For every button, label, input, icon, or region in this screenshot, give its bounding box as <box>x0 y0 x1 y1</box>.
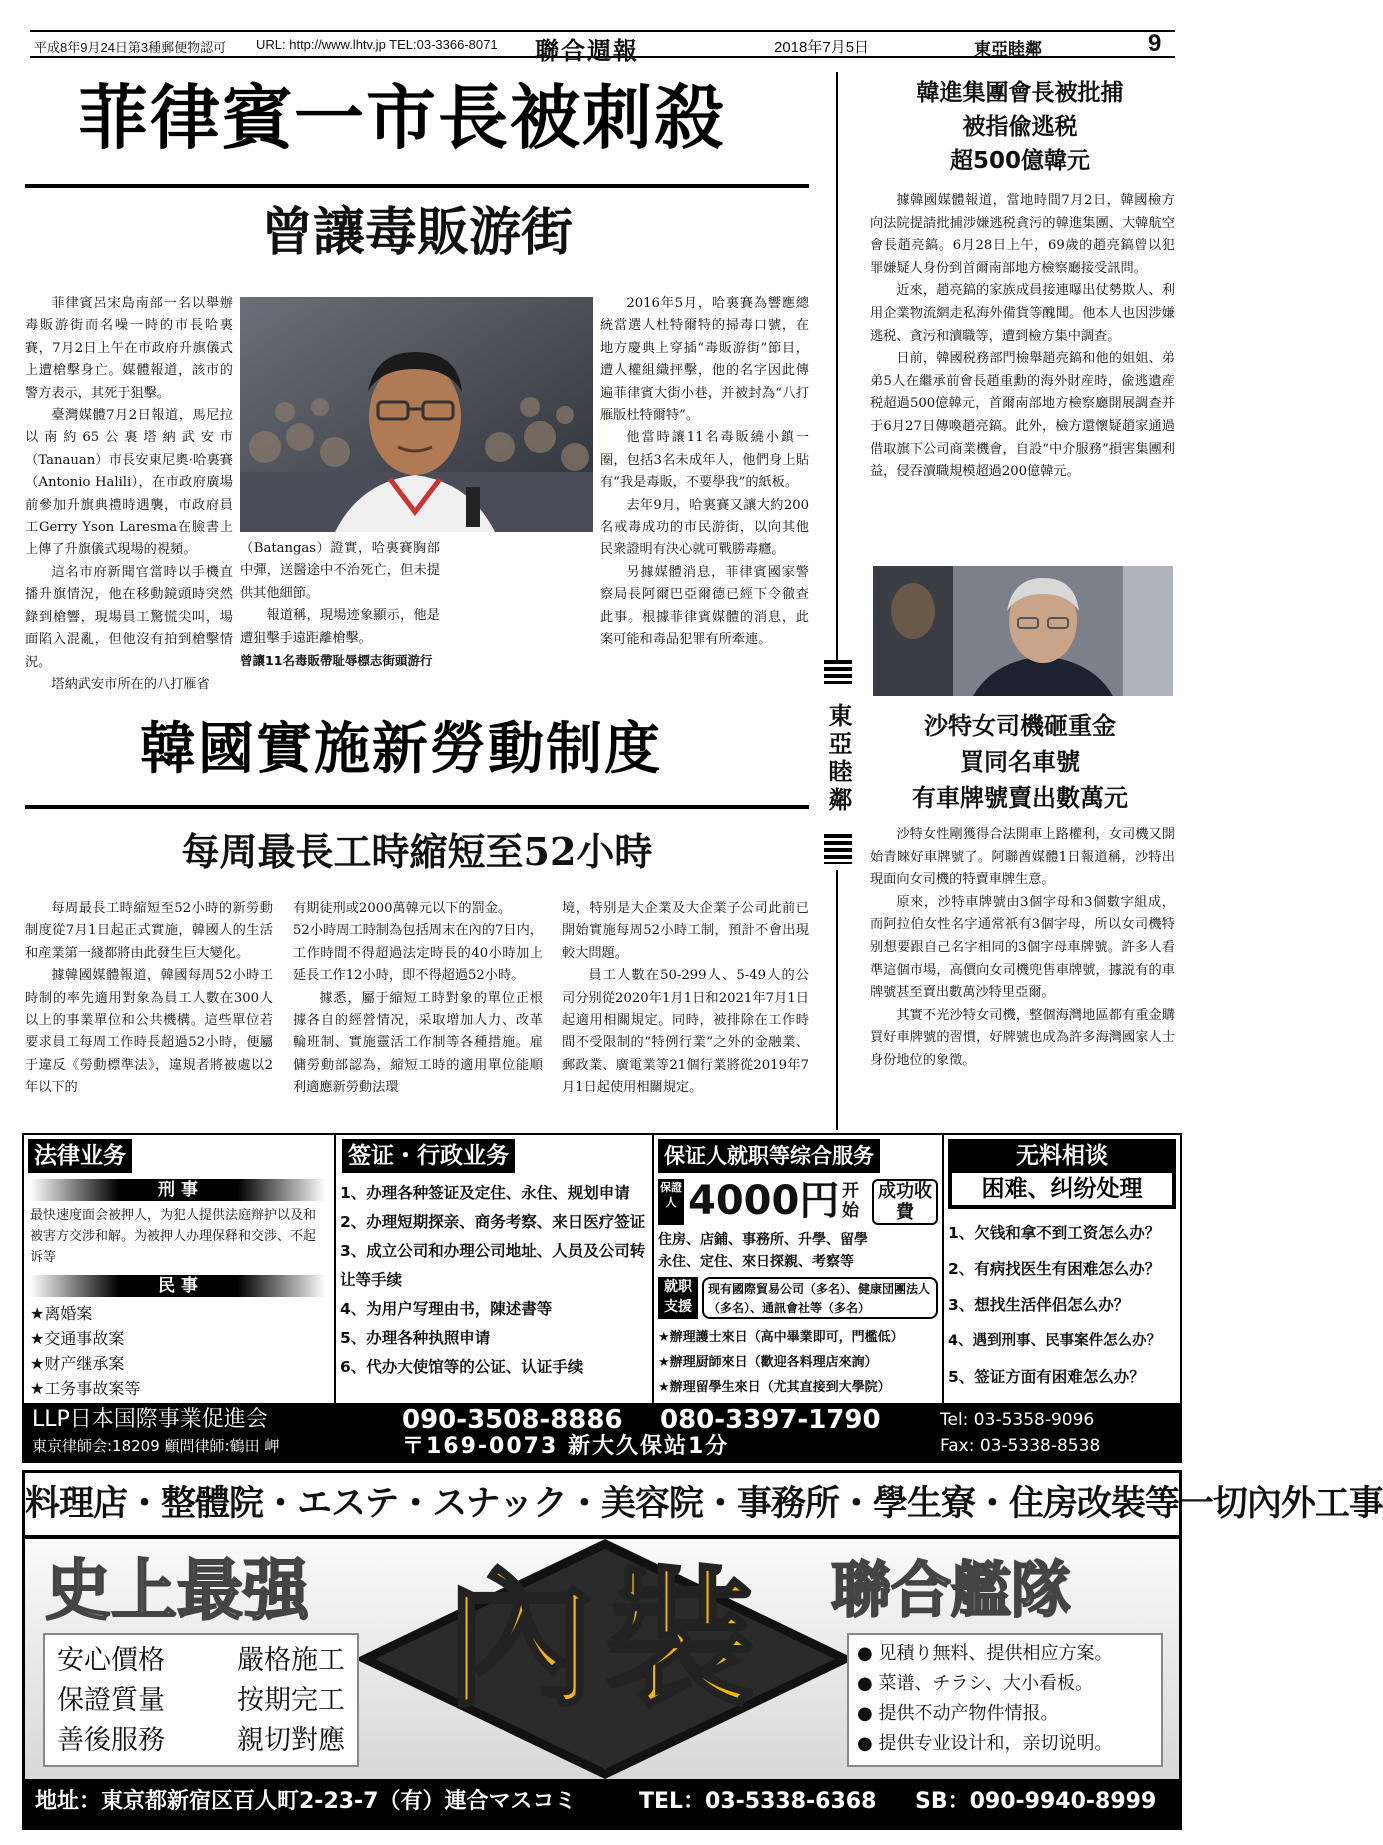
legal-panel <box>24 1135 336 1403</box>
feature-row <box>857 1639 1153 1669</box>
paragraph: 境，特别是大企業及大企業子公司此前已開始實施每周52小時工制，預計不會出現較大問題。 <box>562 901 809 961</box>
office-tel: Tel: 03-5358-9096 <box>940 1410 1095 1430</box>
issue-date: 2018年7月5日 <box>774 39 870 56</box>
label-stripes-bottom <box>824 834 852 864</box>
sidebar-article2-body <box>870 824 1175 1124</box>
article2-subhead: 每周最長工時縮短至52小時 <box>181 829 653 874</box>
feature-item: 安心價格 <box>57 1645 165 1676</box>
article2-col2 <box>293 898 543 1118</box>
interior-renovation-ad <box>22 1470 1383 1830</box>
article2-col1 <box>25 898 273 1118</box>
list-item: 5、办理各种执照申请 <box>340 1329 491 1347</box>
feature-item: 按期完工 <box>237 1685 345 1716</box>
legal-ad-footer <box>24 1403 1180 1461</box>
mayor-photo-image <box>240 297 593 532</box>
paragraph: 近來，趙亮鎬的家族成員接連曝出仗勢欺人、利用企業物流網走私海外備貨等醜聞。他本人也因涉嫌逃税、貪污和瀆職等，遭到檢方集中調查。 <box>870 283 1175 344</box>
list-item: ★交通事故案 <box>30 1329 125 1348</box>
visa-panel <box>336 1135 654 1403</box>
feature-item: 提供专业设计和，亲切说明。 <box>878 1733 1113 1754</box>
masthead: 聯合週報 <box>535 37 639 65</box>
strongest-text: 史上最强 <box>45 1552 309 1629</box>
paragraph: （Batangas）證實，哈裏賽胸部中彈，送醫途中不治死亡，但未提供其他細節。 <box>240 541 440 601</box>
article2-col3 <box>562 898 809 1118</box>
article1-subhead: 曾讓毒販游街 <box>260 202 573 263</box>
guarantor-services-1: 住房、店鋪、事務所、升學、留學 <box>658 1232 868 1248</box>
bullet-icon: ● <box>857 1703 873 1724</box>
postal-permit: 平成8年9月24日第3種郵便物認可 <box>34 40 227 55</box>
paragraph: 菲律賓呂宋島南部一名以舉辦毒販游街而名噪一時的市長哈裏賽，7月2日上午在市政府升旗儀式上遭槍擊身亡。媒體報道，該市的警方表示，其死于狙擊。 <box>25 296 233 401</box>
feature-item: 善後服務 <box>57 1725 165 1756</box>
alliance-fleet-text: 聯合艦隊 <box>831 1556 1071 1626</box>
paragraph: 據韓國媒體報道，韓國每周52小時工時制的率先適用對象為員工人數在300人以上的事業單位和公共機構。這些單位若要求員工每周工作時長超過52小時，便屬于違反《勞動標準法》，違規者將被處以2年以下的 <box>25 968 273 1096</box>
renovation-tel: TEL：03-5338-6368 <box>639 1789 877 1814</box>
guarantor-services-2: 永住、定住、來日探親、考察等 <box>658 1254 854 1270</box>
guarantor-tag: 保證人 <box>658 1179 684 1225</box>
legal-title: 法律业务 <box>28 1139 132 1173</box>
guarantor-price: 4000円 <box>688 1178 840 1224</box>
guarantor-title: 保证人就职等综合服务 <box>658 1139 880 1173</box>
consult-title <box>948 1139 1176 1209</box>
page-number: 9 <box>1148 30 1162 57</box>
headline-line: 有車牌號賣出數萬元 <box>912 784 1128 812</box>
sidebar-article1-headline <box>870 76 1170 178</box>
right-feature-box <box>847 1633 1163 1767</box>
chairman-photo <box>873 566 1173 696</box>
feature-item: 提供不动产物件情报。 <box>878 1703 1059 1724</box>
feature-row <box>857 1669 1153 1699</box>
paragraph: 其實不光沙特女司機，整個海灣地區都有重金購買好車牌號的習慣，好牌號也成為許多海灣國家人士身份地位的象徵。 <box>870 1007 1175 1068</box>
mayor-photo <box>240 297 593 532</box>
bullet-icon: ● <box>857 1643 873 1664</box>
headline-line: 韓進集團會長被批捕 <box>916 80 1124 106</box>
vertical-section-label: 東亞睦鄰 <box>824 703 852 815</box>
paragraph: 52小時周工時制為包括周末在內的7日内，工作時間不得超過法定時長的40小時加上延長工作12小時，即不得超過52小時。 <box>293 923 543 984</box>
paragraph: 2016年5月，哈裏賽為響應總統當選人杜特爾特的掃毒口號，在地方慶典上穿插“毒販游街”節目，遭人權組織抨擊，他的名字因此傳遍菲律賓大街小巷，并被封為“八打雁版杜特爾特”。 <box>600 296 809 424</box>
left-feature-box <box>43 1633 359 1767</box>
paragraph: 沙特女性剛獲得合法開車上路權利，女司機又開始青睞好車牌號了。阿聯酋媒體1日報道稱，沙特出現面向女司機的特賣車牌生意。 <box>870 827 1175 888</box>
list-item: ★工务事故案等 <box>30 1379 141 1398</box>
feature-row <box>857 1729 1153 1759</box>
paragraph: 日前，韓國税務部門檢舉趙亮鎬和他的姐姐、弟弟5人在繼承前會長趙重勳的海外財産時，偸逃遺産税超過500億韓元，首爾南部地方檢察廳開展調查并于6月27日傳喚趙亮鎬。此外，檢方還懷疑趙家通過借取旗下公司商業機會，自設“中介服務”損害集團利益，侵吞瀆職規模超過200億韓元。 <box>870 351 1175 480</box>
list-item: 6、代办大使馆等的公证、认证手续 <box>340 1358 584 1376</box>
paragraph: 另據媒體消息，菲律賓國家警察局長阿爾巴亞爾德已經下令徹查此事。根據菲律賓媒體的消息，此案可能和毒品犯罪有所牽連。 <box>600 564 809 648</box>
criminal-text: 最快速度面会被押人，为犯人提供法庭辩护以及和被害方交涉和解。为被押人办理保释和交涉、不起诉等 <box>30 1208 317 1265</box>
lawyer-info: 東京律師会:18209 顧問律師:鶴田 岬 <box>32 1437 280 1455</box>
renovation-banner: 料理店・整體院・エステ・スナック・美容院・事務所・學生寮・住房改裝等一切內外工事 <box>25 1484 1383 1524</box>
article1-col2 <box>240 538 440 698</box>
list-item: 1、欠钱和拿不到工资怎么办？ <box>948 1224 1161 1242</box>
bullet-icon: ● <box>857 1733 873 1754</box>
photo-caption: 曾讓11名毒販帶耻辱標志街頭游行 <box>240 653 433 669</box>
headline-line: 買同名車號 <box>960 748 1080 776</box>
paragraph: 員工人數在50-299人、5-49人的公司分别從2020年1月1日和2021年7月1日起適用相關規定。同時，被排除在工作時間不受限制的“特例行業”之外的金融業、郵政業、廣電業等21個行業將從2019年7月1日起使用相關規定。 <box>562 968 809 1096</box>
paragraph: 這名市府新聞官當時以手機直播升旗情況，他在移動鏡頭時突然錄到槍響，現場員工驚慌尖叫，場面陷入混亂，但他沒有拍到槍擊情況。 <box>25 564 233 670</box>
office-fax: Fax: 03-5338-8538 <box>940 1436 1101 1456</box>
list-item: ★辦理厨師來日（歡迎各料理店來詢） <box>658 1355 878 1370</box>
headline-line: 被指偸逃税 <box>962 114 1078 140</box>
job-support-text: 现有國際貿易公司（多名）、健康団團法人（多名）、通訊會社等（多名） <box>702 1277 938 1319</box>
label-stripes-top <box>824 660 852 684</box>
list-item: ★财产继承案 <box>30 1354 125 1373</box>
article1-headline: 菲律賓一市長被刺殺 <box>78 77 726 159</box>
headline-line: 超500億韓元 <box>949 148 1090 174</box>
feature-item: 保證質量 <box>57 1685 165 1716</box>
chairman-photo-image <box>873 566 1173 696</box>
vertical-section-label-box <box>824 660 852 870</box>
list-item: 3、想找生活伴侣怎么办？ <box>948 1296 1130 1314</box>
list-item: 5、签证方面有困难怎么办？ <box>948 1368 1145 1386</box>
feature-item: 见積り無料、提供相应方案。 <box>878 1643 1113 1664</box>
feature-item: 親切對應 <box>237 1725 345 1756</box>
consult-list <box>948 1215 1161 1395</box>
paragraph: 報道稱，現場迹象顯示，他是遭狙擊手遠距離槍擊。 <box>240 608 440 646</box>
renovation-footer <box>25 1779 1179 1827</box>
criminal-label: 刑 事 <box>30 1179 326 1201</box>
feature-row <box>857 1699 1153 1729</box>
job-support-label: 就职支援 <box>658 1277 698 1319</box>
article1-col3 <box>600 293 809 698</box>
article1-rule <box>25 184 809 188</box>
list-item: ★辦理護士來日（高中畢業即可，門檻低） <box>658 1330 904 1345</box>
header-url: URL: http://www.lhtv.jp TEL:03-3366-8071 <box>256 37 498 52</box>
paragraph: 他當時讓11名毒販繞小鎮一圈，包括3名未成年人，他們身上貼有“我是毒販，不要學我”的紙板。 <box>600 430 809 491</box>
list-item: 1、办理各种签证及定住、永住、规划申请 <box>340 1184 630 1202</box>
paragraph: 每周最長工時縮短至52小時的新勞動制度從7月1日起正式實施，韓國人的生活和産業第一綫都將由此發生巨大變化。 <box>25 901 273 961</box>
paragraph: 據悉，屬于縮短工時對象的單位正根據各自的經營情况，采取增加人力、改革輪班制、實施靈活工作制等各種措施。雇傭勞動部認為，縮短工時的適用單位能順利適應新勞動法環 <box>293 990 543 1096</box>
visa-list <box>340 1179 650 1401</box>
success-fee-badge: 成功收費 <box>872 1179 938 1225</box>
civil-list <box>30 1301 140 1401</box>
paragraph: 有期徒刑或2000萬韓元以下的罰金。 <box>293 901 512 916</box>
feature-item: 菜谱、チラシ、大小看板。 <box>878 1673 1094 1694</box>
article2-rule <box>25 805 809 809</box>
list-item: ★离婚案 <box>30 1304 93 1323</box>
org-name: LLP日本国際事業促進会 <box>32 1407 268 1432</box>
renovation-sb: SB：090-9940-8999 <box>915 1789 1157 1814</box>
sidebar-article2-headline <box>870 708 1170 816</box>
page-header-bar <box>30 30 1175 65</box>
paragraph: 去年9月，哈裏賽又讓大約200名戒毒成功的市民游街，以向其他民衆證明有決心就可戰勝毒癮。 <box>600 497 809 558</box>
renovation-address: 地址：東京都新宿区百人町2-23-7（有）連合マスコミ <box>35 1789 577 1814</box>
consult-title-line: 无料相谈 <box>1016 1143 1108 1169</box>
guarantor-panel <box>654 1135 944 1403</box>
office-address: 〒169-0073 新大久保站1分 <box>402 1434 730 1459</box>
consult-title-line: 困难、纠纷处理 <box>952 1173 1172 1205</box>
column-divider <box>836 72 838 1130</box>
consult-panel <box>944 1135 1180 1403</box>
bullet-icon: ● <box>857 1673 873 1694</box>
headline-line: 沙特女司機砸重金 <box>924 712 1116 740</box>
article2-headline: 韓國實施新勞動制度 <box>140 717 662 782</box>
section-name: 東亞睦鄰 <box>974 40 1042 59</box>
list-item: ★辦理留學生來日（尤其直接到大學院） <box>658 1380 891 1395</box>
article1-col1 <box>25 293 233 698</box>
list-item: 4、遇到刑事、民事案件怎么办？ <box>948 1333 1162 1349</box>
phone-1: 090-3508-8886 <box>402 1405 623 1435</box>
paragraph: 臺灣媒體7月2日報道，馬尼拉以南約65公裏塔納武安市（Tanauan）市長安東尼奧·哈裏賽（Antonio Halili），在市政府廣場前參加升旗典禮時遇襲，市政府員工Gerry Yson Laresma在臉書上上傳了升旗儀式現場的視頻。 <box>25 408 233 558</box>
guarantor-start: 开始 <box>842 1181 859 1221</box>
civil-label: 民 事 <box>30 1275 326 1297</box>
legal-services-ad <box>22 1133 1182 1463</box>
paragraph: 原來，沙特車牌號由3個字母和3個數字組成，而阿拉伯女性名字通常祇有3個字母，所以女司機特别想要跟自己名字相同的3個字母車牌號。許多人看準這個市場，高價向女司機兜售車牌號，據説有的車牌號甚至賣出數萬沙特里亞爾。 <box>870 894 1175 1001</box>
phone-2: 080-3397-1790 <box>660 1405 881 1435</box>
paragraph: 塔納武安市所在的八打雁省 <box>51 676 210 692</box>
list-item: 4、为用户写理由书，陳述書等 <box>340 1300 553 1318</box>
interior-text: 內裝 <box>444 1554 765 1728</box>
feature-item: 嚴格施工 <box>237 1645 345 1676</box>
list-item: 2、有病找医生有困难怎么办？ <box>948 1260 1161 1278</box>
guarantor-list <box>658 1325 904 1400</box>
list-item: 3、成立公司和办理公司地址、人员及公司转让等手续 <box>340 1242 646 1289</box>
paragraph: 據韓國媒體報道，當地時間7月2日，韓國檢方向法院提請批捕涉嫌逃税貪污的韓進集團、大韓航空會長趙亮鎬。6月28日上午，69歲的趙亮鎬曾以犯罪嫌疑人身份到首爾南部地方檢察廳接受訊問。 <box>870 193 1175 276</box>
sidebar-article1-body <box>870 190 1175 560</box>
list-item: 2、办理短期探亲、商务考察、来日医疗签证 <box>340 1213 646 1231</box>
visa-title: 签证・行政业务 <box>342 1139 515 1173</box>
